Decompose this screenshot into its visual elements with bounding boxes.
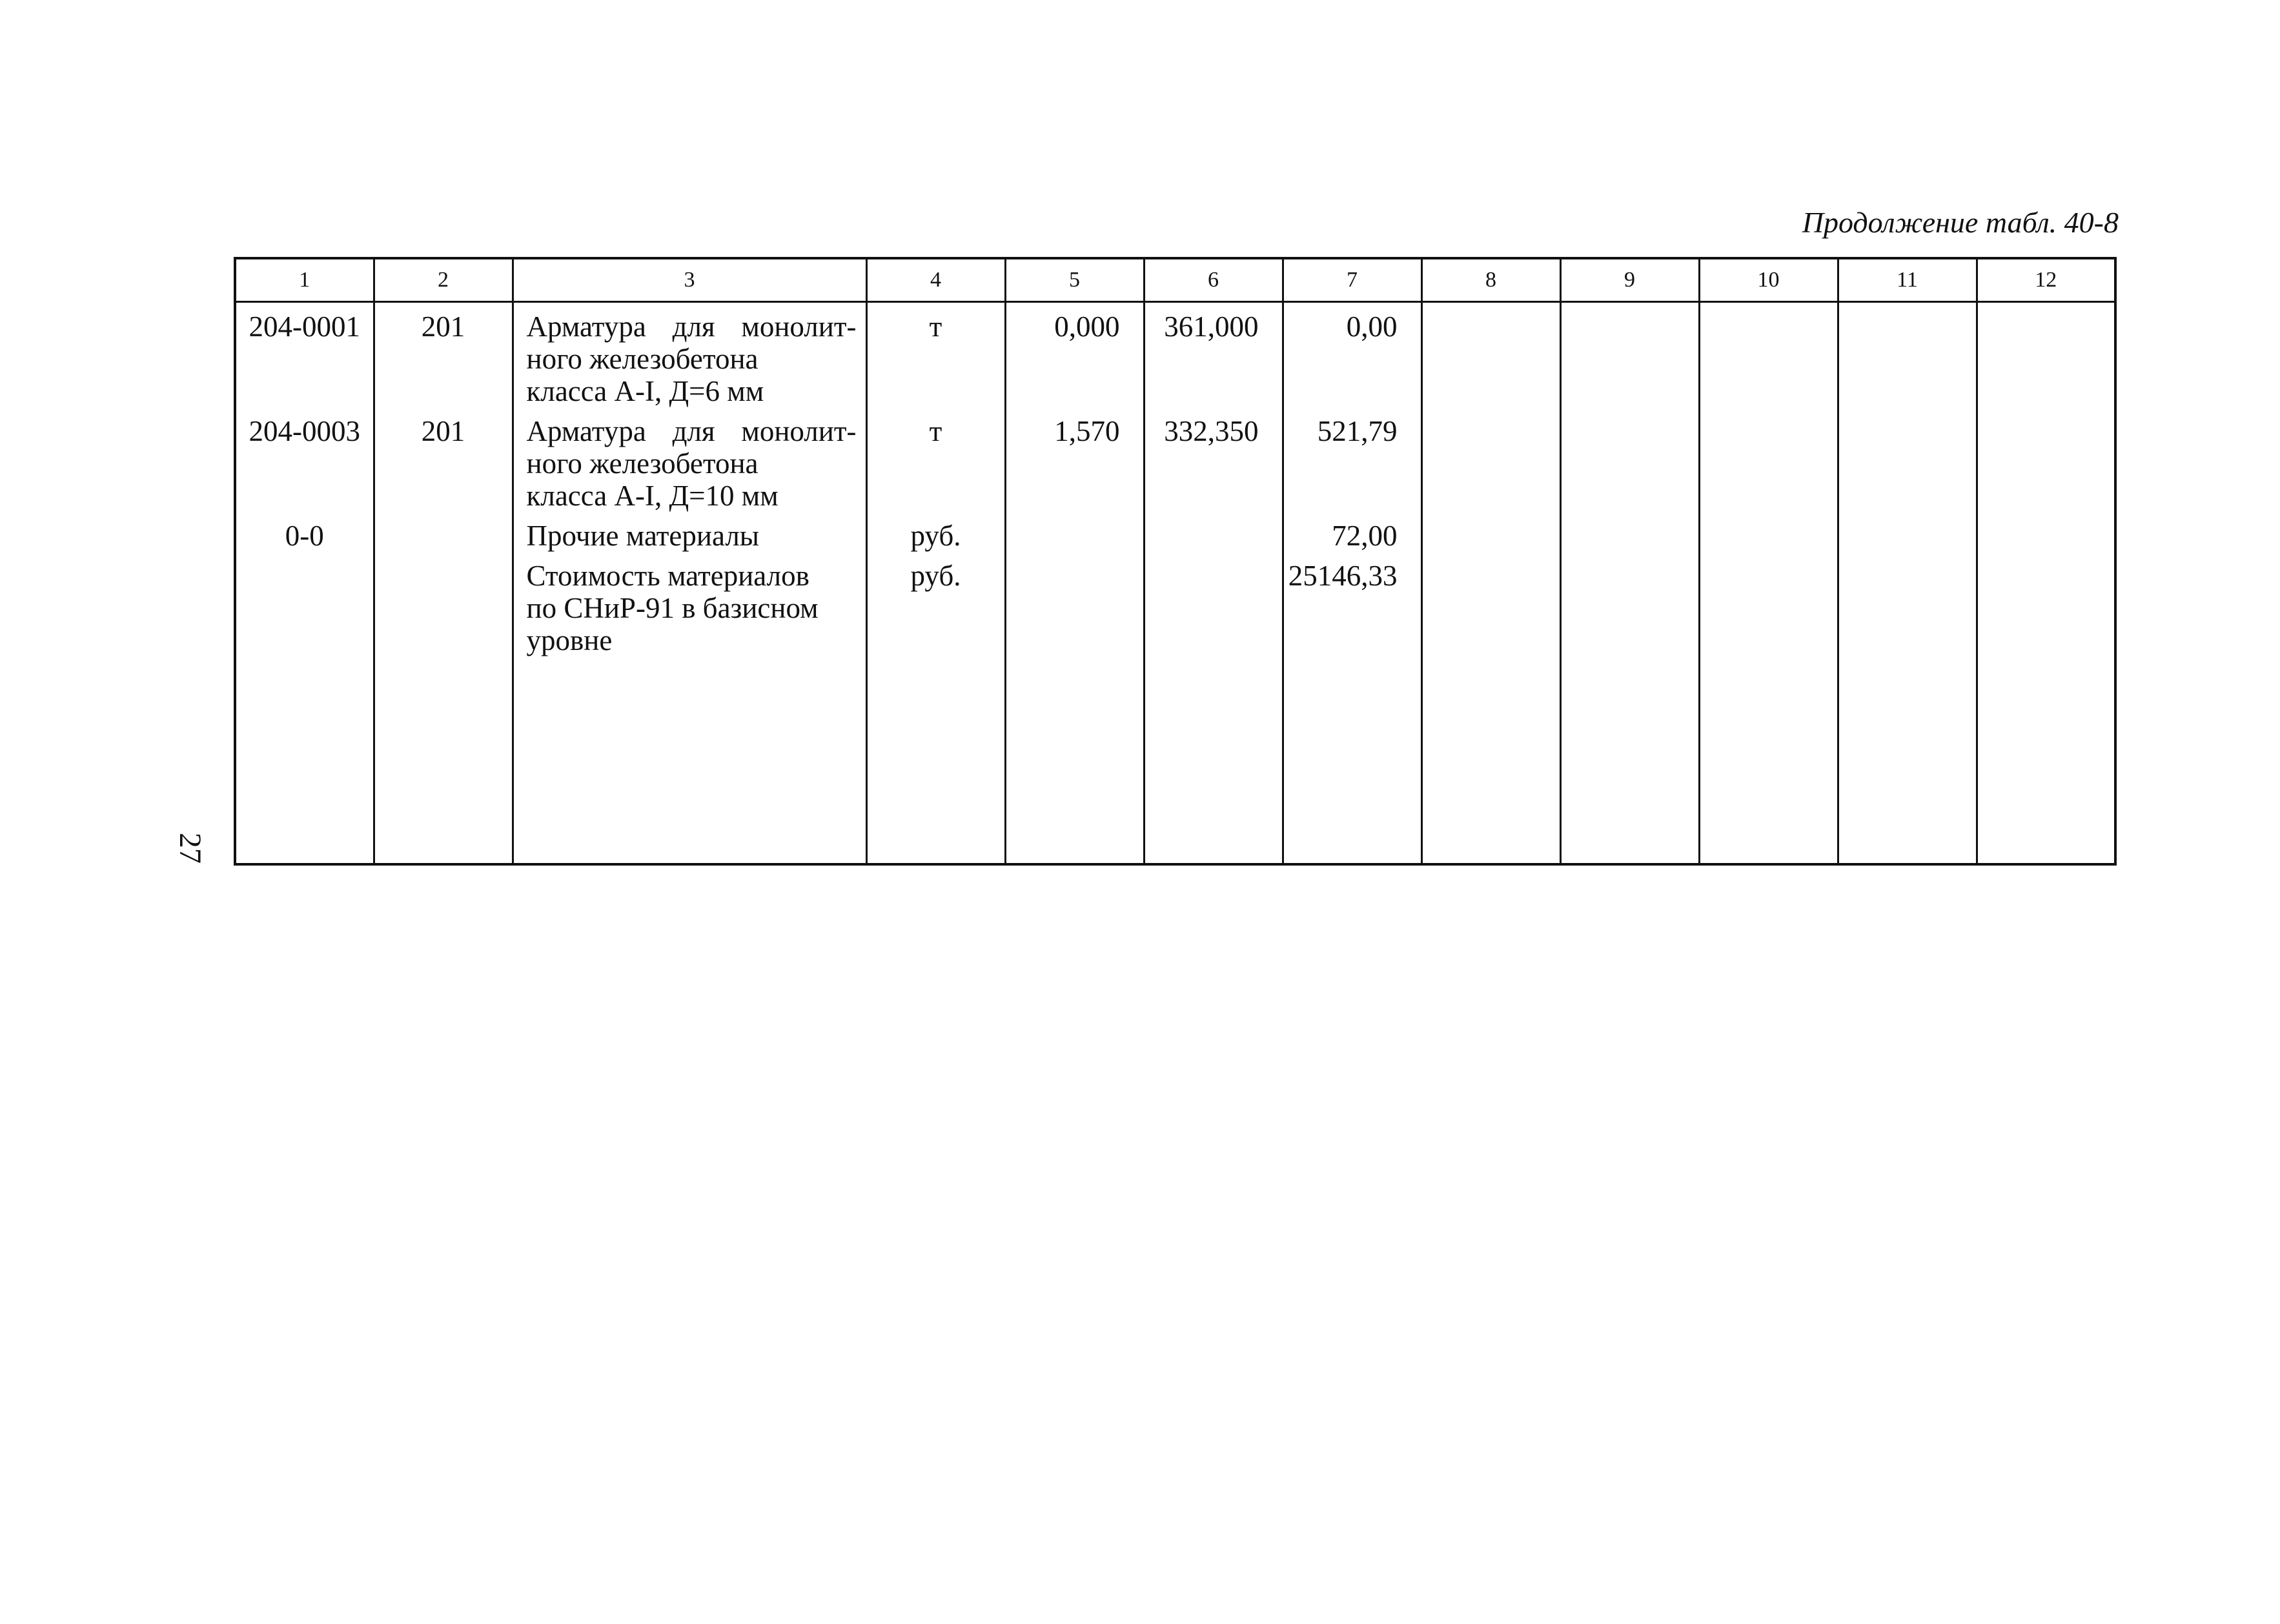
total-cost: 521,79 xyxy=(1283,407,1421,512)
description-line: уровне xyxy=(526,624,613,656)
column-header: 3 xyxy=(513,258,866,302)
empty-cell xyxy=(1699,407,1838,512)
empty-cell xyxy=(1699,552,1838,656)
resource-code: 0-0 xyxy=(235,512,374,552)
resource-description xyxy=(513,407,866,512)
resource-description xyxy=(513,302,866,408)
description-line: класса А-I, Д=10 мм xyxy=(526,480,779,512)
group-code xyxy=(374,512,513,552)
unit-price xyxy=(1144,552,1283,656)
description-line: ного железобетона xyxy=(526,343,758,375)
column-header: 1 xyxy=(235,258,374,302)
description-line: Арматура для монолит- xyxy=(526,415,857,447)
column-header: 10 xyxy=(1699,258,1838,302)
unit-price: 361,000 xyxy=(1144,302,1283,408)
header-row xyxy=(235,258,2115,302)
table-blank-space xyxy=(235,656,2115,864)
empty-cell xyxy=(1838,407,1977,512)
total-cost: 25146,33 xyxy=(1283,552,1421,656)
resource-description xyxy=(513,512,866,552)
empty-cell xyxy=(1977,552,2115,656)
description-line: по СНиР-91 в базисном xyxy=(526,592,819,624)
empty-cell xyxy=(1560,512,1699,552)
empty-cell xyxy=(1283,656,1421,864)
table-row xyxy=(235,302,2115,408)
empty-cell xyxy=(1144,656,1283,864)
unit-price xyxy=(1144,512,1283,552)
empty-cell xyxy=(866,656,1005,864)
empty-cell xyxy=(1005,656,1144,864)
column-header: 7 xyxy=(1283,258,1421,302)
materials-table xyxy=(234,257,2117,866)
empty-cell xyxy=(1421,407,1560,512)
empty-cell xyxy=(1699,302,1838,408)
empty-cell xyxy=(1699,512,1838,552)
empty-cell xyxy=(1421,512,1560,552)
empty-cell xyxy=(1560,407,1699,512)
total-cost: 72,00 xyxy=(1283,512,1421,552)
group-code: 201 xyxy=(374,407,513,512)
description-line: ного железобетона xyxy=(526,447,758,480)
empty-cell xyxy=(1699,656,1838,864)
table-row xyxy=(235,512,2115,552)
quantity xyxy=(1005,512,1144,552)
unit-of-measure: т xyxy=(866,407,1005,512)
empty-cell xyxy=(513,656,866,864)
empty-cell xyxy=(1421,656,1560,864)
page-number: 27 xyxy=(173,833,207,864)
resource-code: 204-0001 xyxy=(235,302,374,408)
empty-cell xyxy=(1838,552,1977,656)
empty-cell xyxy=(1977,302,2115,408)
quantity: 1,570 xyxy=(1005,407,1144,512)
group-code: 201 xyxy=(374,302,513,408)
table-row xyxy=(235,407,2115,512)
column-header: 5 xyxy=(1005,258,1144,302)
unit-of-measure: руб. xyxy=(866,512,1005,552)
empty-cell xyxy=(1977,512,2115,552)
column-header: 8 xyxy=(1421,258,1560,302)
unit-price: 332,350 xyxy=(1144,407,1283,512)
group-code xyxy=(374,552,513,656)
quantity: 0,000 xyxy=(1005,302,1144,408)
resource-description xyxy=(513,552,866,656)
empty-cell xyxy=(1838,302,1977,408)
empty-cell xyxy=(1977,656,2115,864)
empty-cell xyxy=(1421,552,1560,656)
resource-code: 204-0003 xyxy=(235,407,374,512)
column-header: 6 xyxy=(1144,258,1283,302)
empty-cell xyxy=(1977,407,2115,512)
empty-cell xyxy=(1560,656,1699,864)
total-cost: 0,00 xyxy=(1283,302,1421,408)
unit-of-measure: руб. xyxy=(866,552,1005,656)
empty-cell xyxy=(1838,512,1977,552)
empty-cell xyxy=(1560,552,1699,656)
column-header: 9 xyxy=(1560,258,1699,302)
quantity xyxy=(1005,552,1144,656)
empty-cell xyxy=(235,656,374,864)
empty-cell xyxy=(374,656,513,864)
table-continuation-caption: Продолжение табл. 40-8 xyxy=(1802,206,2119,239)
column-header: 4 xyxy=(866,258,1005,302)
description-line: Стоимость материалов xyxy=(526,560,809,592)
description-line: Прочие материалы xyxy=(526,520,760,552)
empty-cell xyxy=(1421,302,1560,408)
column-header: 12 xyxy=(1977,258,2115,302)
unit-of-measure: т xyxy=(866,302,1005,408)
empty-cell xyxy=(1560,302,1699,408)
resource-code xyxy=(235,552,374,656)
column-header: 2 xyxy=(374,258,513,302)
description-line: класса А-I, Д=6 мм xyxy=(526,375,764,407)
empty-cell xyxy=(1838,656,1977,864)
description-line: Арматура для монолит- xyxy=(526,310,857,343)
column-header: 11 xyxy=(1838,258,1977,302)
table-row xyxy=(235,552,2115,656)
